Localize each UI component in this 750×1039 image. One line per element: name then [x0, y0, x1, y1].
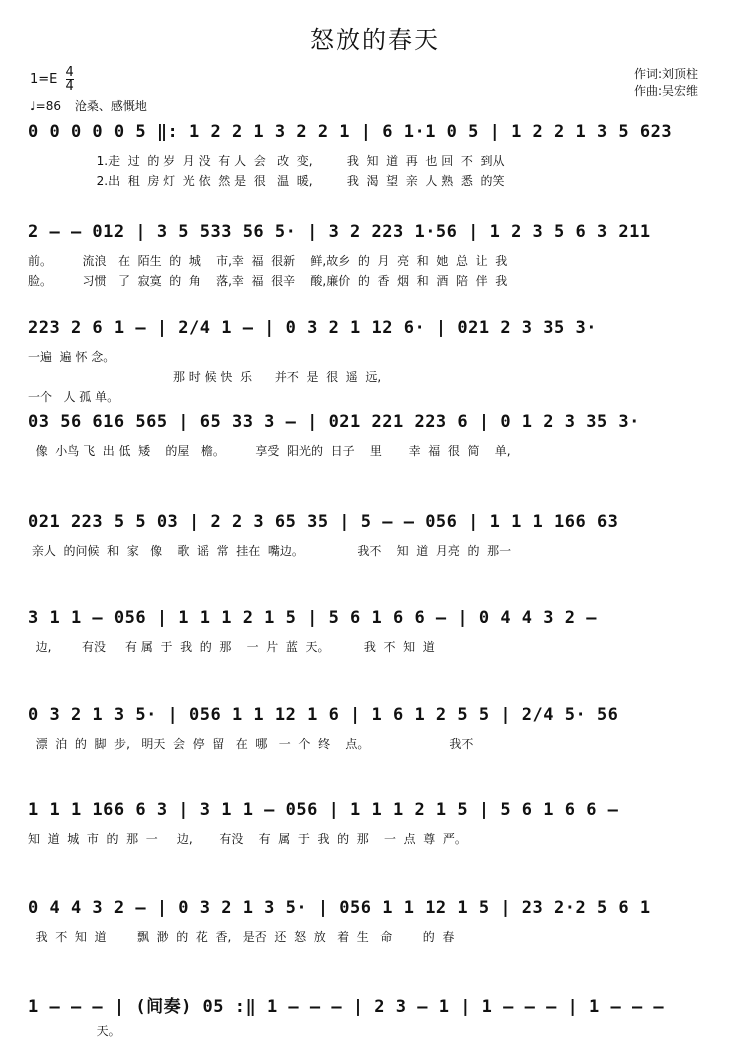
notation-line: 0 4 4 3 2 — | 0 3 2 1 3 5· | 056 1 1 12 1 5 | 23 2·2 5 6 1 [28, 898, 651, 918]
lyric-line: 1.走 过 的 岁 月 没 有 人 会 改 变, 我 知 道 再 也 回 不 到从 [28, 154, 505, 168]
notation-line: 2 — — 012 | 3 5 533 56 5· | 3 2 223 1·56 | 1 2 3 5 6 3 211 [28, 222, 651, 242]
notation-line: 223 2 6 1 — | 2/4 1 — | 0 3 2 1 12 6· | 021 2 3 35 3· [28, 318, 597, 338]
lyricist: 作词:刘顶柱 [633, 67, 698, 81]
notation-line: 3 1 1 — 056 | 1 1 1 2 1 5 | 5 6 1 6 6 — | 0 4 4 3 2 — [28, 608, 597, 628]
tempo-line [30, 97, 147, 114]
key-signature [30, 66, 74, 93]
lyric-line: 脸。 习惯 了 寂寞 的 角 落,幸 福 很辛 酸,廉价 的 香 烟 和 酒 陪 伴 我 [28, 274, 508, 288]
song-title: 怒放的春天 [310, 26, 440, 54]
lyric-line: 知 道 城 市 的 那 一 边, 有没 有 属 于 我 的 那 一 点 尊 严。 [28, 832, 467, 846]
notation-line: 03 56 616 565 | 65 33 3 — | 021 221 223 6 | 0 1 2 3 35 3· [28, 412, 640, 432]
credits [634, 66, 698, 100]
notation-line: 1 1 1 166 6 3 | 3 1 1 — 056 | 1 1 1 2 1 5 | 5 6 1 6 6 — [28, 800, 619, 820]
lyric-line: 一遍 遍 怀 念。 [28, 350, 116, 364]
tempo-mark: ♩=86 [30, 99, 61, 113]
time-sig-top: 4 [65, 65, 74, 80]
notation-line: 0 0 0 0 0 5 ‖: 1 2 2 1 3 2 2 1 | 6 1·1 0 5 | 1 2 2 1 3 5 623 [28, 122, 673, 142]
lyric-line: 像 小鸟 飞 出 低 矮 的屋 檐。 享受 阳光的 日子 里 幸 福 很 简 单, [28, 444, 511, 458]
lyric-line: 天。 [28, 1024, 121, 1038]
lyric-line: 前。 流浪 在 陌生 的 城 市,幸 福 很新 鲜,故乡 的 月 亮 和 她 总 让 我 [28, 254, 508, 268]
lyric-line: 我 不 知 道 飘 渺 的 花 香, 是否 还 怒 放 着 生 命 的 春 [28, 930, 455, 944]
expression-mark: 沧桑、感慨地 [74, 99, 147, 113]
lyric-line: 亲人 的问候 和 家 像 歌 谣 常 挂在 嘴边。 我不 知 道 月亮 的 那一 [28, 544, 512, 558]
lyric-line: 那 时 候 快 乐 并不 是 很 遥 远, [28, 370, 382, 384]
notation-line: 021 223 5 5 03 | 2 2 3 65 35 | 5 — — 056 | 1 1 1 166 63 [28, 512, 619, 532]
composer: 作曲:吴宏维 [633, 84, 698, 98]
notation-line: 0 3 2 1 3 5· | 056 1 1 12 1 6 | 1 6 1 2 5 5 | 2/4 5· 56 [28, 705, 619, 725]
time-sig-bottom: 4 [65, 79, 74, 94]
notation-line: 1 — — — | (间奏) 05 :‖ 1 — — — | 2 3 — 1 | 1 — — — | 1 — — — [28, 997, 665, 1017]
lyric-line: 一个 人 孤 单。 [28, 390, 120, 404]
time-signature [66, 66, 74, 93]
key-label: 1=E [30, 72, 58, 87]
lyric-line: 漂 泊 的 脚 步, 明天 会 停 留 在 哪 一 个 终 点。 我不 [28, 737, 474, 751]
lyric-line: 2.出 租 房 灯 光 依 然 是 很 温 暖, 我 渴 望 亲 人 熟 悉 的笑 [28, 174, 505, 188]
lyric-line: 边, 有没 有 属 于 我 的 那 一 片 蓝 天。 我 不 知 道 [28, 640, 435, 654]
